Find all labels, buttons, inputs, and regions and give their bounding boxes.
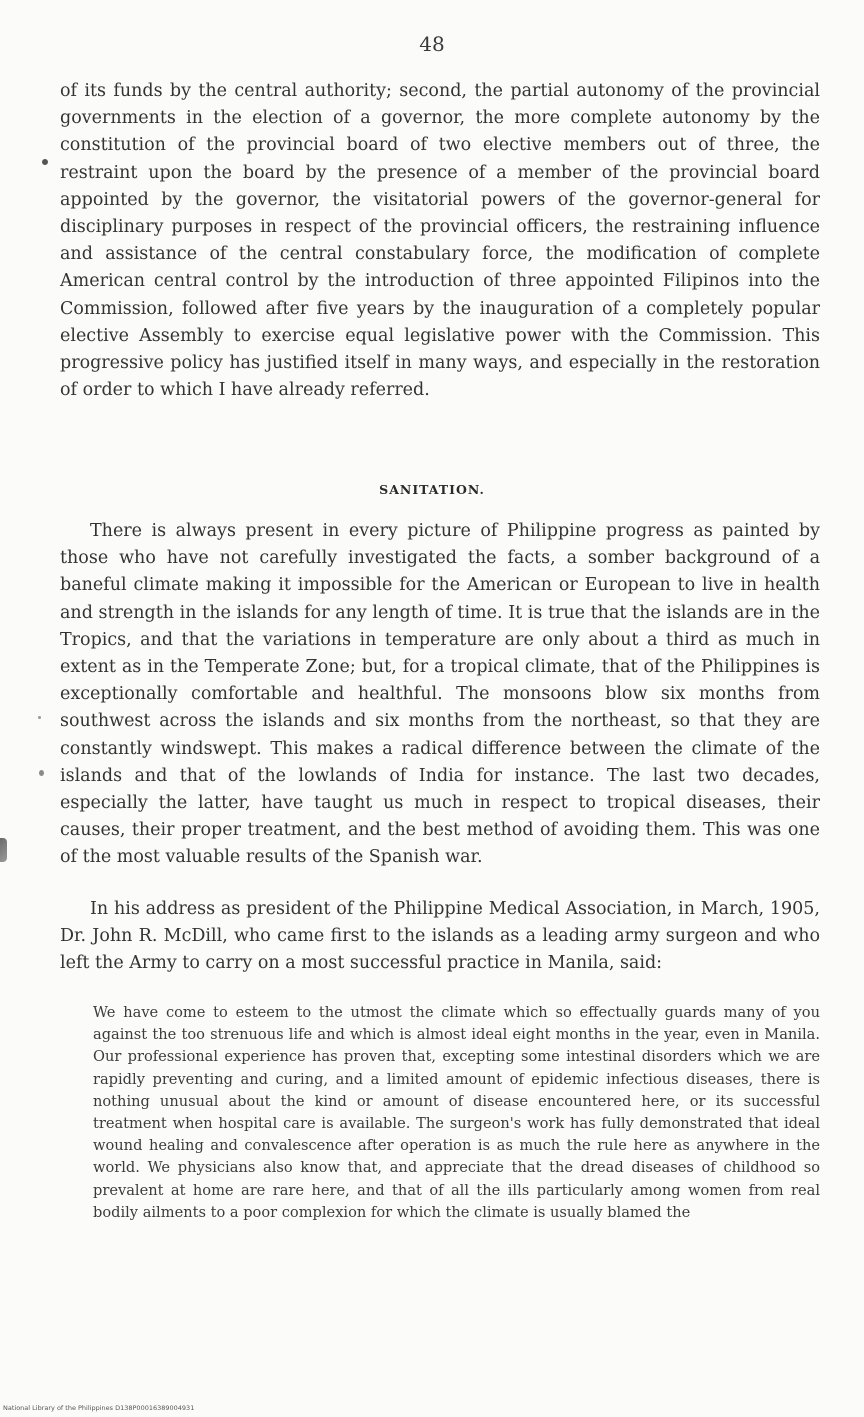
page-number: 48 [419,32,445,56]
library-watermark: National Library of the Philippines D138P00016389004931 [3,1404,195,1412]
paragraph-autonomy: of its funds by the central authority; second, the partial autonomy of the provincial governments in the election of a governor, the more complete autonomy by the constitution of the provincial board of two elective members out of three, the restraint upon the board by the presence of a member of the provincial board appointed by the governor, the visitatorial powers of the governor-general for disciplinary purposes in respect of the provincial officers, the restraining influence and assistance of the central constabulary force, the modification of complete American central control by the introduction of three appointed Filipinos into the Commission, followed after five years by the inauguration of a completely popular elective Assembly to exercise equal legislative power with the Commission. This progressive policy has justified itself in many ways, and especially in the restoration of order to which I have already referred. [60,81,820,401]
margin-ink-mark [0,838,7,862]
margin-ink-dot [39,770,44,776]
margin-ink-dot [38,716,41,719]
margin-ink-dot [42,159,48,165]
section-heading-sanitation: SANITATION. [379,482,485,497]
paragraph-mcdill-address: In his address as president of the Philippine Medical Association, in March, 1905, Dr. John R. McDill, who came first to the islands as a leading army surgeon and who left the Army to carry on a most successful practice in Manila, said: [60,899,820,974]
paragraph-climate: There is always present in every picture of Philippine progress as painted by those who have not carefully investigated the facts, a somber background of a baneful climate making it impossible for the American or European to live in health and strength in the islands for any length of time. It is true that the islands are in the Tropics, and that the variations in temperature are only about a third as much in extent as in the Temperate Zone; but, for a tropical climate, that of the Philippines is exceptionally comfortable and healthful. The monsoons blow six months from southwest across the islands and six months from the northeast, so that they are constantly windswept. This makes a radical difference between the climate of the islands and that of the lowlands of India for instance. The last two decades, especially the latter, have taught us much in respect to tropical diseases, their causes, their proper treatment, and the best method of avoiding them. This was one of the most valuable results of the Spanish war. [60,521,820,868]
block-quote-mcdill: We have come to esteem to the utmost the climate which so effectually guards many of you against the too strenuous life and which is almost ideal eight months in the year, even in Manila. Our professional experience has proven that, excepting some intestinal disorders which we are rapidly preventing and curing, and a limited amount of epidemic infectious diseases, there is nothing unusual about the kind or amount of disease encountered here, or its successful treatment when hospital care is available. The surgeon's work has fully demonstrated that ideal wound healing and convalescence after operation is as much the rule here as anywhere in the world. We physicians also know that, and appreciate that the dread diseases of childhood so prevalent at home are rare here, and that of all the ills particularly among women from real bodily ailments to a poor complexion for which the climate is usually blamed the [93,1004,820,1221]
